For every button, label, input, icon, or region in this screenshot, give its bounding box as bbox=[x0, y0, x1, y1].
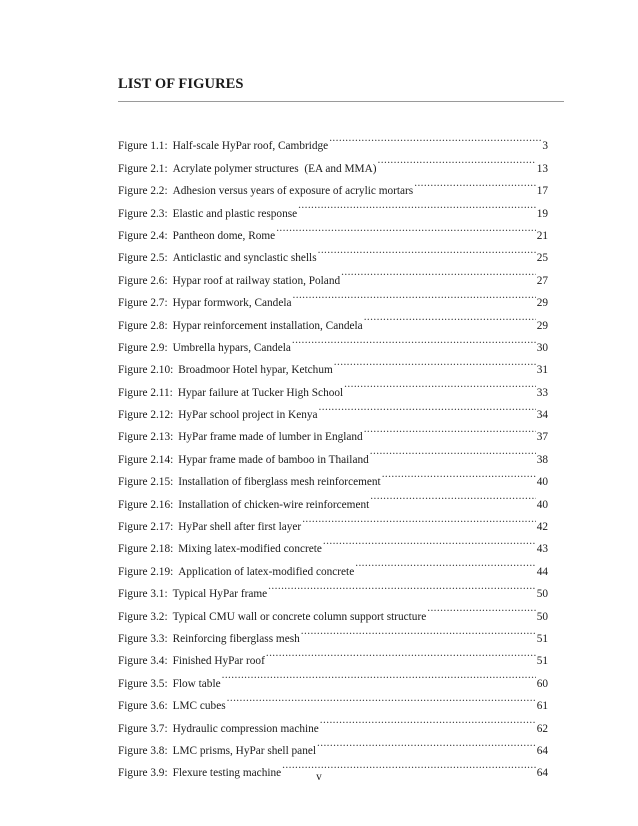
figure-label: Figure 2.5: bbox=[118, 252, 168, 265]
figure-label: Figure 2.11: bbox=[118, 386, 173, 399]
dot-leader bbox=[413, 172, 535, 194]
figure-page-number: 40 bbox=[536, 498, 548, 511]
dot-leader bbox=[322, 530, 536, 552]
figure-page-number: 50 bbox=[536, 588, 548, 601]
dot-leader bbox=[426, 597, 535, 619]
figure-page-number: 30 bbox=[536, 341, 548, 354]
figure-label: Figure 3.2: bbox=[118, 610, 168, 623]
figure-title: Application of latex-modified concrete bbox=[178, 565, 355, 578]
figure-page-number: 51 bbox=[536, 632, 548, 645]
figure-label: Figure 2.9: bbox=[118, 341, 168, 354]
figure-page-number: 31 bbox=[536, 364, 548, 377]
figure-label: Figure 3.3: bbox=[118, 632, 168, 645]
figure-title: Elastic and plastic response bbox=[172, 207, 298, 220]
figure-page-number: 33 bbox=[536, 386, 548, 399]
list-of-figures bbox=[118, 127, 548, 780]
figure-page-number: 21 bbox=[536, 229, 548, 242]
figure-page-number: 3 bbox=[542, 140, 548, 153]
figure-label: Figure 3.1: bbox=[118, 588, 168, 601]
figure-label: Figure 2.17: bbox=[118, 521, 174, 534]
figure-page-number: 61 bbox=[536, 700, 548, 713]
dot-leader bbox=[328, 127, 541, 149]
dot-leader bbox=[275, 217, 536, 239]
figure-title: Anticlastic and synclastic shells bbox=[172, 252, 317, 265]
dot-leader bbox=[354, 552, 535, 574]
figure-label: Figure 2.4: bbox=[118, 229, 168, 242]
figure-title: Umbrella hypars, Candela bbox=[172, 341, 291, 354]
dot-leader bbox=[267, 575, 536, 597]
figure-page-number: 37 bbox=[536, 431, 548, 444]
dot-leader bbox=[221, 664, 536, 686]
figure-page-number: 60 bbox=[536, 677, 548, 690]
figure-title: Hypar failure at Tucker High School bbox=[177, 386, 344, 399]
heading-divider bbox=[118, 101, 564, 102]
figure-label: Figure 2.3: bbox=[118, 207, 168, 220]
figure-title: Mixing latex-modified concrete bbox=[178, 543, 322, 556]
figure-label: Figure 3.6: bbox=[118, 700, 168, 713]
figure-title: Reinforcing fiberglass mesh bbox=[172, 632, 300, 645]
figure-label: Figure 2.1: bbox=[118, 162, 168, 175]
figure-label: Figure 2.14: bbox=[118, 453, 174, 466]
figure-label: Figure 3.7: bbox=[118, 722, 168, 735]
figure-page-number: 51 bbox=[536, 655, 548, 668]
figure-title: Installation of fiberglass mesh reinforcement bbox=[178, 476, 381, 489]
figure-page-number: 27 bbox=[536, 274, 548, 287]
figure-title: Finished HyPar roof bbox=[172, 655, 265, 668]
figure-title: LMC cubes bbox=[172, 700, 226, 713]
figure-page-number: 25 bbox=[536, 252, 548, 265]
figure-page-number: 17 bbox=[536, 185, 548, 198]
figure-page-number: 38 bbox=[536, 453, 548, 466]
dot-leader bbox=[363, 306, 536, 328]
figure-page-number: 13 bbox=[536, 162, 548, 175]
dot-leader bbox=[333, 351, 536, 373]
figure-label: Figure 2.16: bbox=[118, 498, 174, 511]
figure-title: Hypar formwork, Candela bbox=[172, 297, 292, 310]
figure-page-number: 64 bbox=[536, 744, 548, 757]
figure-label: Figure 3.4: bbox=[118, 655, 168, 668]
dot-leader bbox=[343, 373, 536, 395]
figure-page-number: 40 bbox=[536, 476, 548, 489]
figure-title: LMC prisms, HyPar shell panel bbox=[172, 744, 316, 757]
page-title: LIST OF FIGURES bbox=[118, 76, 244, 92]
figure-page-number: 62 bbox=[536, 722, 548, 735]
figure-label: Figure 3.8: bbox=[118, 744, 168, 757]
figure-title: Half-scale HyPar roof, Cambridge bbox=[172, 140, 329, 153]
figure-title: Adhesion versus years of exposure of acrylic mortars bbox=[172, 185, 414, 198]
figure-page-number: 44 bbox=[536, 565, 548, 578]
figure-title: Hypar frame made of bamboo in Thailand bbox=[178, 453, 369, 466]
figure-label: Figure 2.8: bbox=[118, 319, 168, 332]
dot-leader bbox=[381, 463, 536, 485]
figure-page-number: 43 bbox=[536, 543, 548, 556]
figure-label: Figure 2.6: bbox=[118, 274, 168, 287]
dot-leader bbox=[300, 620, 536, 642]
dot-leader bbox=[297, 194, 536, 216]
page-number: v bbox=[316, 771, 322, 783]
figure-page-number: 29 bbox=[536, 319, 548, 332]
figure-title: Flexure testing machine bbox=[172, 767, 282, 780]
dot-leader bbox=[301, 508, 536, 530]
dot-leader bbox=[291, 329, 536, 351]
figure-label: Figure 2.12: bbox=[118, 409, 174, 422]
figure-title: Pantheon dome, Rome bbox=[172, 229, 276, 242]
figure-page-number: 34 bbox=[536, 409, 548, 422]
figure-title: Acrylate polymer structures (EA and MMA) bbox=[172, 162, 377, 175]
figure-title: Hypar roof at railway station, Poland bbox=[172, 274, 341, 287]
figure-label: Figure 3.9: bbox=[118, 767, 168, 780]
figure-label: Figure 2.15: bbox=[118, 476, 174, 489]
dot-leader bbox=[340, 261, 536, 283]
figure-page-number: 50 bbox=[536, 610, 548, 623]
figure-title: Flow table bbox=[172, 677, 221, 690]
figure-label: Figure 2.2: bbox=[118, 185, 168, 198]
figure-title: Hydraulic compression machine bbox=[172, 722, 319, 735]
dot-leader bbox=[377, 149, 536, 171]
dot-leader bbox=[317, 239, 536, 261]
figure-label: Figure 2.10: bbox=[118, 364, 174, 377]
dot-leader bbox=[316, 732, 536, 754]
figure-label: Figure 1.1: bbox=[118, 140, 168, 153]
dot-leader bbox=[369, 440, 536, 462]
figure-title: HyPar shell after first layer bbox=[178, 521, 302, 534]
dot-leader bbox=[363, 418, 536, 440]
figure-label: Figure 2.7: bbox=[118, 297, 168, 310]
figure-title: Broadmoor Hotel hypar, Ketchum bbox=[178, 364, 333, 377]
dot-leader bbox=[319, 709, 536, 731]
dot-leader bbox=[226, 687, 536, 709]
dot-leader bbox=[369, 485, 535, 507]
figure-page-number: 64 bbox=[536, 767, 548, 780]
figure-page-number: 19 bbox=[536, 207, 548, 220]
dot-leader bbox=[265, 642, 536, 664]
figure-title: Installation of chicken-wire reinforcement bbox=[178, 498, 370, 511]
figure-title: HyPar school project in Kenya bbox=[178, 409, 318, 422]
figure-page-number: 29 bbox=[536, 297, 548, 310]
figure-label: Figure 2.19: bbox=[118, 565, 174, 578]
figure-label: Figure 2.13: bbox=[118, 431, 174, 444]
dot-leader bbox=[318, 396, 536, 418]
figure-title: HyPar frame made of lumber in England bbox=[178, 431, 363, 444]
figure-title: Typical CMU wall or concrete column support structure bbox=[172, 610, 427, 623]
figure-entry[interactable] bbox=[118, 127, 548, 153]
figure-page-number: 42 bbox=[536, 521, 548, 534]
figure-label: Figure 2.18: bbox=[118, 543, 174, 556]
figure-title: Hypar reinforcement installation, Candela bbox=[172, 319, 363, 332]
figure-label: Figure 3.5: bbox=[118, 677, 168, 690]
figure-title: Typical HyPar frame bbox=[172, 588, 268, 601]
dot-leader bbox=[292, 284, 536, 306]
